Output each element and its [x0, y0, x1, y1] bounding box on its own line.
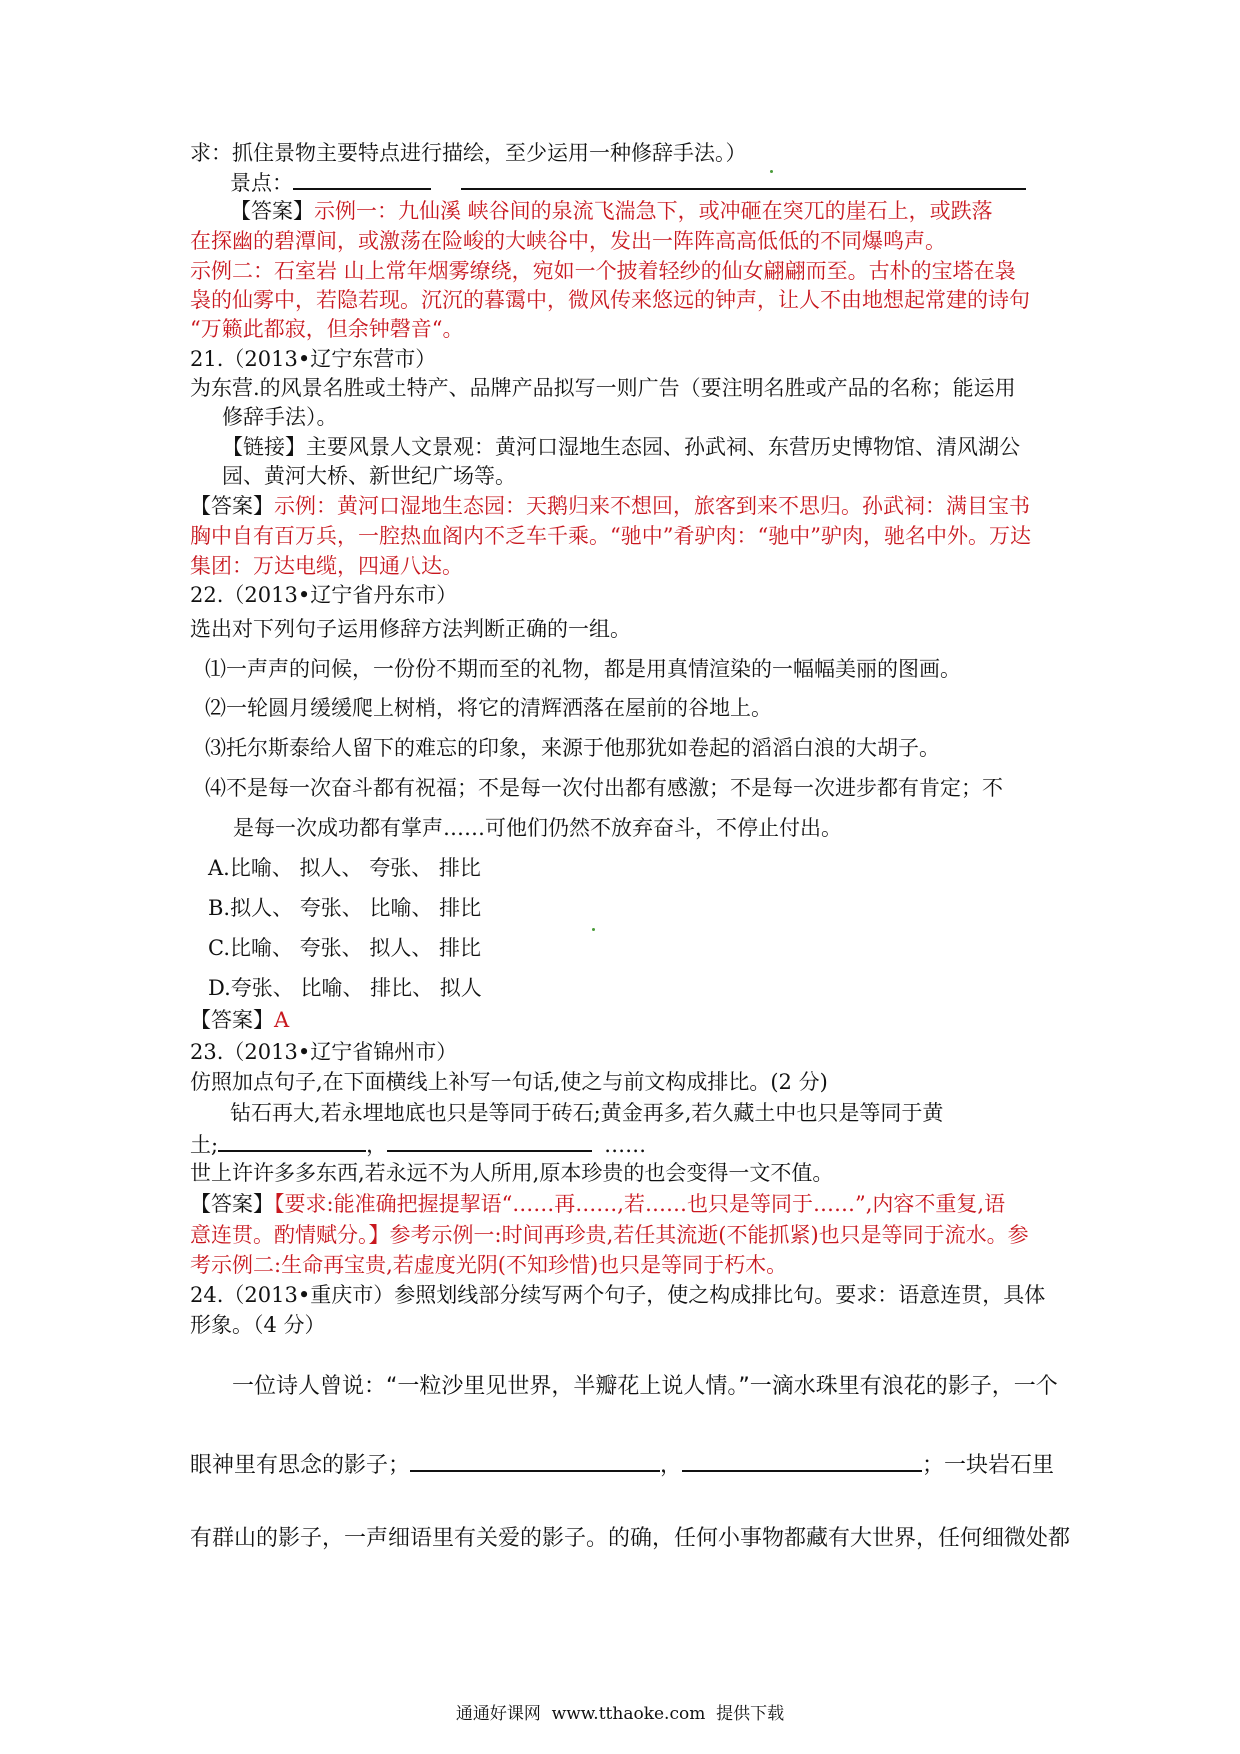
- q21-answer-text-1: 示例：黄河口湿地生态园：天鹅归来不想回，旅客到来不思归。孙武祠：满目宝书: [274, 494, 1030, 518]
- q23-text-line-3: 世上许许多多东西,若永远不为人所用,原本珍贵的也会变得一文不值。: [190, 1161, 834, 1185]
- q20-answer-line-5: “万籁此都寂，但余钟磬音“。: [190, 317, 464, 341]
- q21-answer-tag: 【答案】: [190, 494, 274, 518]
- q22-header: 22.（2013•辽宁省丹东市）: [190, 583, 458, 607]
- q22-option-a[interactable]: A.比喻、 拟人、 夸张、 排比: [208, 856, 481, 880]
- q22-sentence-4a: ⑷不是每一次奋斗都有祝福；不是每一次付出都有感激；不是每一次进步都有肯定；不: [205, 776, 1003, 800]
- q22-answer-line: [190, 1005, 289, 1035]
- q22-prompt: 选出对下列句子运用修辞方法判断正确的一组。: [190, 617, 631, 641]
- q23-text-comma: ，: [366, 1133, 388, 1157]
- q23-answer-blank-2[interactable]: [387, 1128, 592, 1152]
- q21-answer-line-3: 集团：万达电缆，四通八达。: [190, 554, 463, 578]
- q22-sentence-1: ⑴一声声的问候，一份份不期而至的礼物，都是用真情渲染的一幅幅美丽的图画。: [205, 657, 961, 681]
- q24-header-line-2: 形象。（4 分）: [190, 1313, 326, 1337]
- q21-header: 21.（2013•辽宁东营市）: [190, 347, 437, 371]
- q24-paragraph-start: 眼神里有思念的影子；: [190, 1453, 411, 1478]
- q22-option-c[interactable]: C.比喻、 夸张、 拟人、 排比: [208, 936, 482, 960]
- q23-answer-line-1: [190, 1189, 1005, 1219]
- q24-paragraph-line-1: 一位诗人曾说：“一粒沙里见世界，半瓣花上说人情。”一滴水珠里有浪花的影子，一个: [232, 1374, 1058, 1399]
- q20-answer-line-1: [230, 196, 993, 226]
- q24-answer-blank-1[interactable]: [410, 1448, 660, 1472]
- q24-paragraph-line-2: [190, 1448, 1054, 1481]
- q20-scenic-label: 景点：: [230, 171, 293, 195]
- q21-prompt-line-2: 修辞手法）。: [222, 405, 338, 429]
- q23-answer-blank-1[interactable]: [218, 1128, 366, 1152]
- q22-option-d[interactable]: D.夸张、 比喻、 排比、 拟人: [208, 976, 482, 1000]
- q20-requirement-line: 求：抓住景物主要特点进行描绘，至少运用一种修辞手法。）: [190, 141, 747, 165]
- q22-sentence-2: ⑵一轮圆月缓缓爬上树梢，将它的清辉洒落在屋前的谷地上。: [205, 696, 772, 720]
- q21-answer-line-2: 胸中自有百万兵，一腔热血阁内不乏车千乘。“驰中”肴驴肉：“驰中”驴肉，驰名中外。万达: [190, 524, 1031, 548]
- q20-answer-line-3: 示例二：石室岩 山上常年烟雾缭绕，宛如一个披着轻纱的仙女翩翩而至。古朴的宝塔在袅: [190, 259, 1016, 283]
- q23-answer-text-1: 【要求:能准确把握提挈语“……再……,若……也只是等同于……”,内容不重复,语: [274, 1192, 1006, 1216]
- q24-paragraph-comma: ，: [660, 1453, 683, 1478]
- q22-sentence-4b: 是每一次成功都有掌声……可他们仍然不放弃奋斗，不停止付出。: [233, 816, 842, 840]
- q21-prompt-line-1: 为东营.的风景名胜或土特产、品牌产品拟写一则广告（要注明名胜或产品的名称；能运用: [190, 376, 1016, 400]
- q23-text-start: 土;: [190, 1133, 219, 1157]
- q21-link-line-2: 园、黄河大桥、新世纪广场等。: [222, 464, 516, 488]
- q23-text-line-1: 钻石再大,若永埋地底也只是等同于砖石;黄金再多,若久藏土中也只是等同于黄: [230, 1101, 944, 1125]
- q23-text-line-2: [190, 1128, 646, 1160]
- q20-scenic-line: [230, 166, 1026, 198]
- q21-link-line-1: 【链接】主要风景人文景观：黄河口湿地生态园、孙武祠、东营历史博物馆、清风湖公: [222, 435, 1020, 459]
- scan-speck: [770, 170, 773, 173]
- q24-paragraph-line-3: 有群山的影子，一声细语里有关爱的影子。的确，任何小事物都藏有大世界，任何细微处都: [190, 1526, 1071, 1551]
- q20-scenic-description-blank[interactable]: [461, 166, 1026, 190]
- scan-speck: [592, 928, 595, 931]
- q22-option-b[interactable]: B.拟人、 夸张、 比喻、 排比: [208, 896, 482, 920]
- q22-answer-tag: 【答案】: [190, 1008, 274, 1032]
- page-footer: 通通好课网 www.tthaoke.com 提供下载: [455, 1704, 785, 1724]
- q23-answer-line-2: 意连贯。酌情赋分。】参考示例一:时间再珍贵,若任其流逝(不能抓紧)也只是等同于流水。参: [190, 1223, 1029, 1247]
- q24-header-line-1: 24.（2013•重庆市）参照划线部分续写两个句子，使之构成排比句。要求：语意连贯，具体: [190, 1283, 1046, 1307]
- q23-prompt: 仿照加点句子,在下面横线上补写一句话,使之与前文构成排比。(2 分): [190, 1070, 828, 1094]
- q24-answer-blank-2[interactable]: [682, 1448, 922, 1472]
- q20-answer-line-2: 在探幽的碧潭间，或激荡在险峻的大峡谷中，发出一阵阵高高低低的不同爆鸣声。: [190, 229, 946, 253]
- q23-text-ellipsis: ……: [604, 1133, 647, 1157]
- q20-answer-text-1: 示例一：九仙溪 峡谷间的泉流飞湍急下，或冲砸在突兀的崖石上，或跌落: [314, 199, 993, 223]
- q20-scenic-name-blank[interactable]: [293, 166, 431, 190]
- q22-sentence-3: ⑶托尔斯泰给人留下的难忘的印象，来源于他那犹如卷起的滔滔白浪的大胡子。: [205, 736, 940, 760]
- q23-answer-line-3: 考示例二:生命再宝贵,若虚度光阴(不知珍惜)也只是等同于朽木。: [190, 1253, 788, 1277]
- q23-header: 23.（2013•辽宁省锦州市）: [190, 1040, 458, 1064]
- q22-answer-value: A: [274, 1008, 290, 1032]
- q23-answer-tag: 【答案】: [190, 1192, 274, 1216]
- q20-answer-line-4: 袅的仙雾中，若隐若现。沉沉的暮霭中，微风传来悠远的钟声，让人不由地想起常建的诗句: [190, 288, 1030, 312]
- q20-answer-tag: 【答案】: [230, 199, 314, 223]
- q21-answer-line-1: [190, 491, 1030, 521]
- q24-paragraph-end: ；一块岩石里: [922, 1453, 1055, 1478]
